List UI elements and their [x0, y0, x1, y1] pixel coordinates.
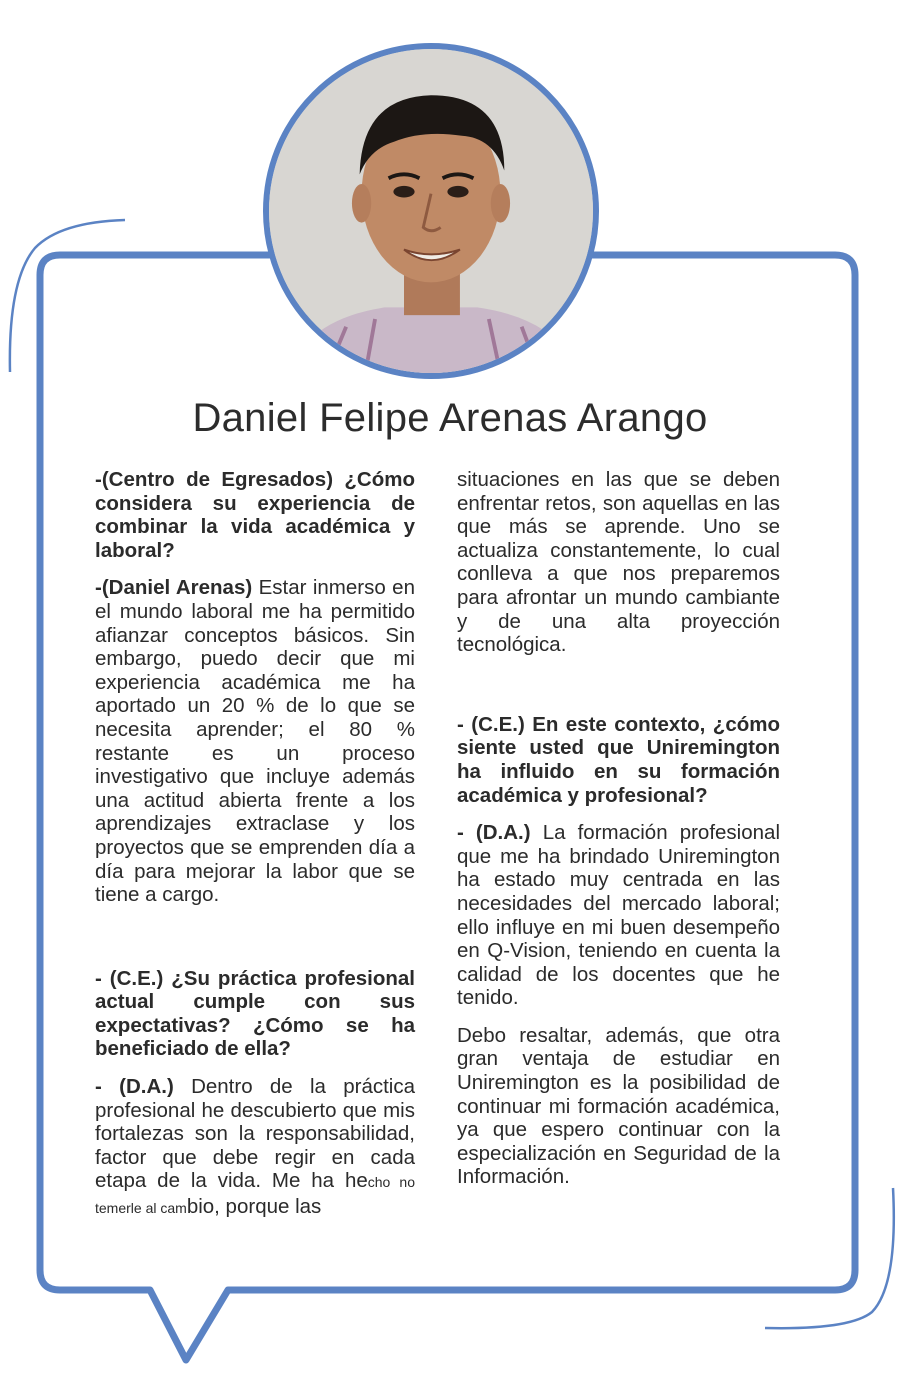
portrait-illustration	[269, 49, 593, 373]
interview-column-right	[457, 468, 780, 1189]
person-name: Daniel Felipe Arenas Arango	[192, 396, 708, 440]
answer-3	[457, 821, 780, 1010]
answer-3-label: - (D.A.)	[457, 821, 531, 845]
answer-2-label: - (D.A.)	[95, 1075, 174, 1099]
answer-2-text: Dentro de la práctica profesional he descubierto que mis fortalezas son la responsabilidad, factor que debe regir en cada etapa de la vida. Me ha he	[95, 1075, 415, 1193]
answer-3-extra: Debo resaltar, además, que otra gran ventaja de estudiar en Uniremington es la posibilidad de continuar mi formación académica, ya que espero continuar con la especialización en Seguridad de la Información.	[457, 1023, 780, 1189]
profile-photo	[263, 43, 599, 379]
answer-1-text: Estar inmerso en el mundo laboral me ha permitido afianzar conceptos básicos. Sin embargo, puedo decir que mi experiencia académica me ha aportado un 20 % de lo que se necesita aprender; el 80 % restante es un proceso investigativo que incluye además una actitud abierta frente a los aprendizajes extraclase y los proyectos que se emprenden día a día para mejorar la labor que se tiene a cargo.	[95, 576, 415, 907]
question-3: - (C.E.) En este contexto, ¿cómo siente usted que Uniremington ha influido en su formación académica y profesional?	[457, 712, 780, 807]
answer-2-small-text: cho no temerle al cam	[95, 1174, 415, 1217]
interview-column-left	[95, 468, 415, 1221]
question-2: - (C.E.) ¿Su práctica profesional actual cumple con sus expectativas? ¿Cómo se ha beneficiado de ella?	[95, 966, 415, 1061]
answer-1	[95, 576, 415, 906]
answer-1-label: -(Daniel Arenas)	[95, 576, 253, 600]
answer-2	[95, 1075, 415, 1221]
question-1: -(Centro de Egresados) ¿Cómo considera su experiencia de combinar la vida académica y laboral?	[95, 468, 415, 562]
answer-2-continuation: situaciones en las que se deben enfrentar retos, son aquellas en las que más se aprende. Uno se actualiza constantemente, lo cual conlleva a que nos preparemos para afrontar un mundo cambiante y de una alta proyección tecnológica.	[457, 468, 780, 657]
answer-3-text: La formación profesional que me ha brindado Uniremington ha estado muy centrada en las necesidades del mercado laboral; ello influye en mi buen desempeño en Q-Vision, teniendo en cuenta la calidad de los docentes que he tenido.	[457, 821, 780, 1010]
answer-2-text-end: bio, porque las	[186, 1195, 322, 1219]
